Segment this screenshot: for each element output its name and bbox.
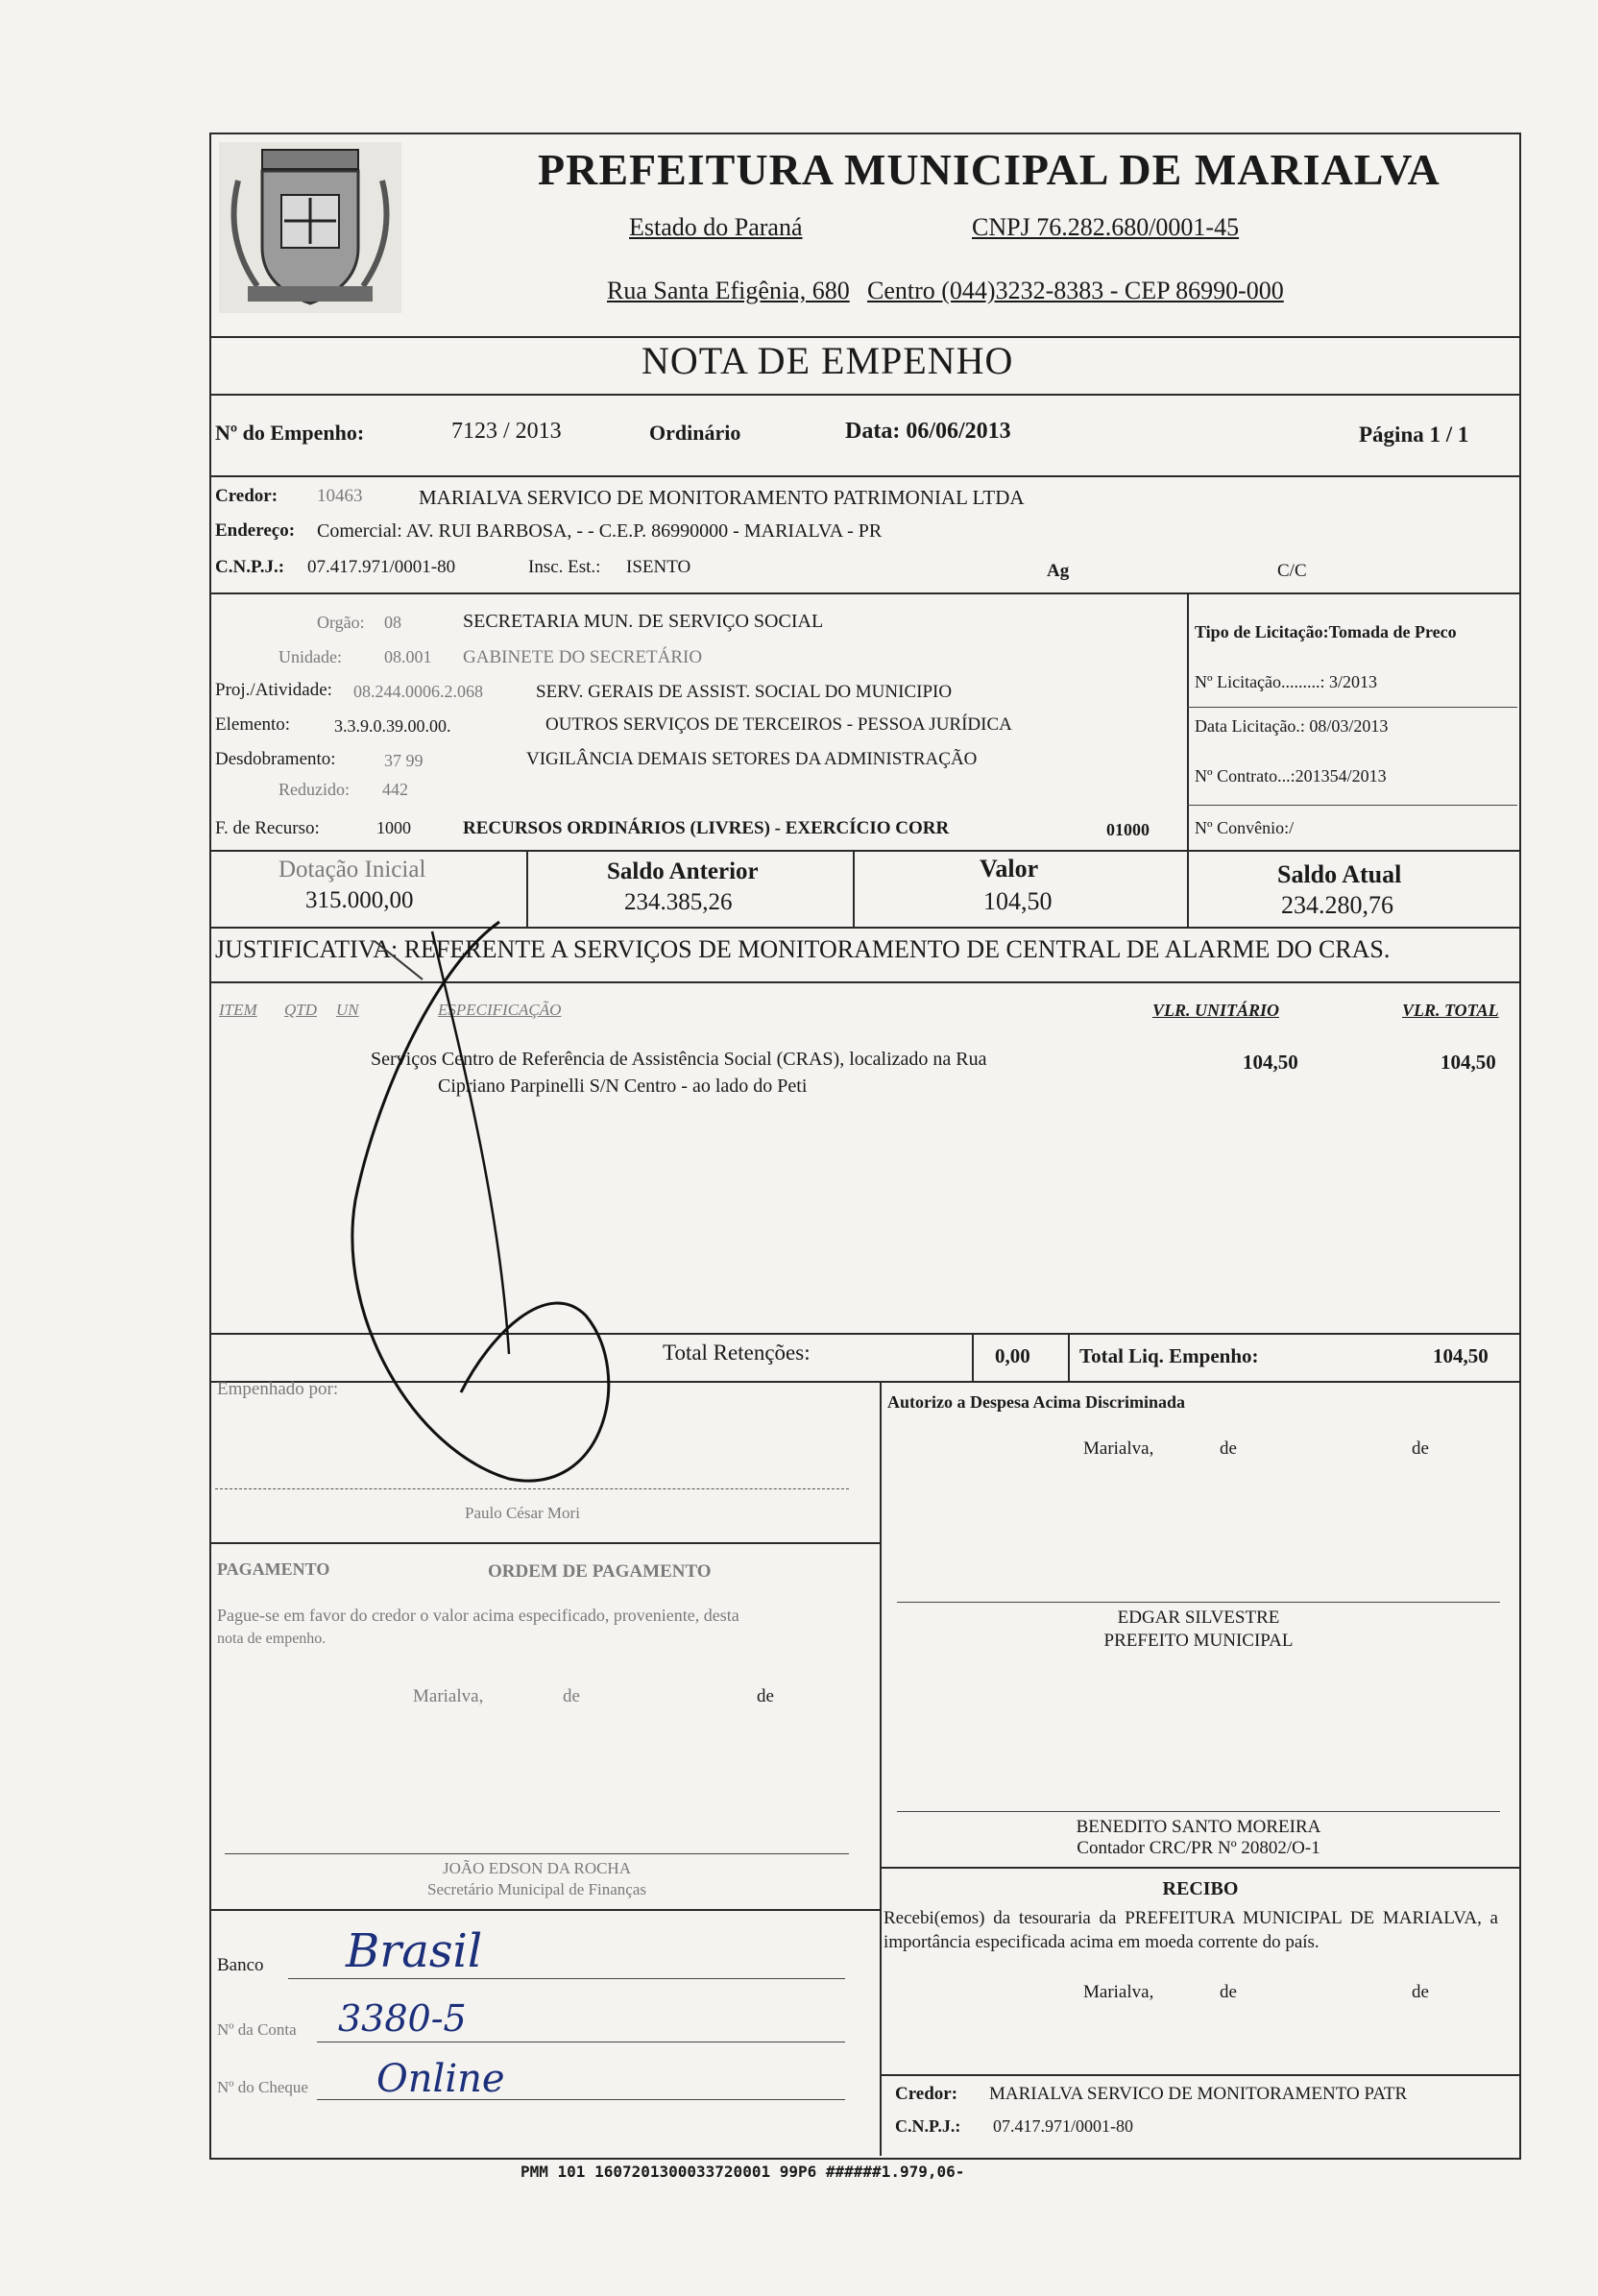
banco-value: Brasil — [346, 1924, 483, 1978]
recibo-de2: de — [1412, 1982, 1429, 2002]
empenho-type: Ordinário — [649, 421, 741, 445]
creditor-insc-label: Insc. Est.: — [528, 557, 601, 577]
autorizo-de2: de — [1412, 1438, 1429, 1459]
prefeito-name: EDGAR SILVESTRE — [1117, 1607, 1280, 1628]
licitacao-tipo: Tipo de Licitação:Tomada de Preco — [1195, 622, 1457, 641]
total-retencoes-label: Total Retenções: — [663, 1341, 811, 1365]
pagamento-de2: de — [757, 1686, 774, 1706]
autorizo-text: Autorizo a Despesa Acima Discriminada — [887, 1392, 1185, 1412]
unidade-label: Unidade: — [278, 647, 342, 666]
orgao-code: 08 — [384, 613, 401, 632]
fonte-number: 01000 — [1106, 820, 1150, 839]
saldo-atual-value: 234.280,76 — [1281, 891, 1393, 919]
footer-cnpj-label: C.N.P.J.: — [895, 2116, 961, 2136]
elemento-name: OUTROS SERVIÇOS DE TERCEIROS - PESSOA JURÍDICA — [545, 714, 1012, 735]
contrato-numero: Nº Contrato...:201354/2013 — [1195, 766, 1387, 785]
creditor-label: Credor: — [215, 486, 278, 506]
item-desc-line2: Cipriano Parpinelli S/N Centro - ao lado do Peti — [438, 1075, 808, 1097]
recibo-place: Marialva, — [1083, 1982, 1154, 2002]
account-label: C/C — [1277, 561, 1307, 581]
autorizo-place: Marialva, — [1083, 1438, 1154, 1459]
col-item: ITEM — [219, 1001, 257, 1019]
convenio-numero: Nº Convênio:/ — [1195, 818, 1295, 837]
page-number: Página 1 / 1 — [1359, 423, 1469, 447]
conta-label: Nº da Conta — [217, 2020, 297, 2039]
licitacao-numero: Nº Licitação.........: 3/2013 — [1195, 672, 1378, 691]
reduzido-value: 442 — [382, 780, 408, 799]
empenho-number-label: Nº do Empenho: — [215, 421, 365, 445]
conta-value: 3380-5 — [338, 1997, 467, 2040]
contador-name: BENEDITO SANTO MOREIRA — [1076, 1817, 1321, 1837]
pagamento-place: Marialva, — [413, 1686, 484, 1706]
col-un: UN — [336, 1001, 359, 1019]
footer-cnpj: 07.417.971/0001-80 — [993, 2116, 1133, 2136]
creditor-address-label: Endereço: — [215, 520, 296, 541]
secretario-name: JOÃO EDSON DA ROCHA — [443, 1859, 631, 1877]
agency-label: Ag — [1047, 561, 1070, 581]
creditor-code: 10463 — [317, 486, 363, 506]
empenho-number: 7123 / 2013 — [451, 419, 562, 444]
orgao-label: Orgão: — [317, 613, 365, 632]
pagamento-text2: nota de empenho. — [217, 1631, 327, 1647]
coat-of-arms-logo — [219, 142, 401, 313]
state-label: Estado do Paraná — [629, 213, 803, 241]
licitacao-data: Data Licitação.: 08/03/2013 — [1195, 716, 1389, 736]
footer-creditor-label: Credor: — [895, 2084, 958, 2104]
dotacao-value: 315.000,00 — [305, 887, 414, 913]
orgao-name: SECRETARIA MUN. DE SERVIÇO SOCIAL — [463, 611, 824, 632]
col-vlr-total: VLR. TOTAL — [1402, 1001, 1499, 1020]
recibo-text: Recebi(emos) da tesouraria da PREFEITURA MUNICIPAL DE MARIALVA, a importância especificada acima em moeda corrente do país. — [884, 1908, 1498, 1952]
total-retencoes-value: 0,00 — [995, 1344, 1030, 1367]
dotacao-label: Dotação Inicial — [278, 857, 426, 882]
cheque-value: Online — [376, 2057, 505, 2101]
autorizo-de1: de — [1220, 1438, 1237, 1459]
ordem-pagamento-title: ORDEM DE PAGAMENTO — [488, 1561, 712, 1582]
total-liquido-label: Total Liq. Empenho: — [1079, 1344, 1259, 1367]
item-unit-value: 104,50 — [1243, 1051, 1298, 1074]
fonte-name: RECURSOS ORDINÁRIOS (LIVRES) - EXERCÍCIO CORR — [463, 818, 950, 838]
col-especificacao: ESPECIFICAÇÃO — [438, 1001, 562, 1019]
recibo-de1: de — [1220, 1982, 1237, 2002]
saldo-anterior-value: 234.385,26 — [624, 889, 733, 915]
pagamento-de1: de — [563, 1686, 580, 1706]
secretario-role: Secretário Municipal de Finanças — [426, 1880, 646, 1898]
recibo-title: RECIBO — [1162, 1878, 1239, 1899]
col-qtd: QTD — [284, 1001, 318, 1019]
creditor-cnpj: 07.417.971/0001-80 — [307, 557, 456, 577]
pagamento-text1: Pague-se em favor do credor o valor acima especificado, proveniente, desta — [217, 1606, 739, 1625]
saldo-anterior-label: Saldo Anterior — [607, 858, 759, 884]
footer-creditor-name: MARIALVA SERVICO DE MONITORAMENTO PATR — [989, 2084, 1408, 2104]
page-title: PREFEITURA MUNICIPAL DE MARIALVA — [538, 145, 1441, 194]
justificativa: JUSTIFICATIVA: REFERENTE A SERVIÇOS DE MONITORAMENTO DE CENTRAL DE ALARME DO CRAS. — [215, 935, 1391, 963]
handwritten-signature — [317, 912, 663, 1498]
valor-label: Valor — [980, 855, 1039, 882]
creditor-address: Comercial: AV. RUI BARBOSA, - - C.E.P. 86990000 - MARIALVA - PR — [317, 520, 883, 542]
elemento-code: 3.3.9.0.39.00.00. — [334, 716, 451, 736]
pagamento-label: PAGAMENTO — [217, 1559, 330, 1579]
empenhado-name: Paulo César Mori — [465, 1504, 580, 1522]
total-liquido-value: 104,50 — [1433, 1344, 1489, 1367]
doc-title: NOTA DE EMPENHO — [642, 339, 1014, 382]
item-desc-line1: Serviços Centro de Referência de Assistência Social (CRAS), localizado na Rua — [371, 1049, 987, 1070]
barcode-text: PMM 101 1607201300033720001 99P6 ######1.979,06- — [521, 2163, 965, 2181]
saldo-atual-label: Saldo Atual — [1277, 860, 1402, 888]
cnpj-label: CNPJ 76.282.680/0001-45 — [972, 213, 1240, 241]
address-label: Rua Santa Efigênia, 680 — [607, 277, 850, 304]
fonte-code: 1000 — [376, 818, 411, 837]
elemento-label: Elemento: — [215, 714, 291, 735]
contact-label: Centro (044)3232-8383 - CEP 86990-000 — [867, 277, 1284, 304]
proj-code: 08.244.0006.2.068 — [353, 682, 483, 701]
desdobramento-label: Desdobramento: — [215, 749, 336, 769]
fonte-label: F. de Recurso: — [215, 818, 320, 838]
item-total-value: 104,50 — [1441, 1051, 1496, 1074]
empenhado-label: Empenhado por: — [217, 1379, 339, 1399]
prefeito-role: PREFEITO MUNICIPAL — [1103, 1631, 1294, 1651]
contador-role: Contador CRC/PR Nº 20802/O-1 — [1077, 1838, 1320, 1858]
banco-label: Banco — [217, 1955, 264, 1975]
unidade-code: 08.001 — [384, 647, 432, 666]
reduzido-label: Reduzido: — [278, 780, 350, 799]
desdobramento-code: 37 99 — [384, 751, 424, 770]
creditor-name: MARIALVA SERVICO DE MONITORAMENTO PATRIMONIAL LTDA — [419, 486, 1025, 509]
cheque-label: Nº do Cheque — [217, 2078, 308, 2096]
valor-value: 104,50 — [983, 887, 1053, 915]
desdobramento-name: VIGILÂNCIA DEMAIS SETORES DA ADMINISTRAÇÃO — [526, 749, 978, 769]
unidade-name: GABINETE DO SECRETÁRIO — [463, 647, 703, 667]
col-vlr-unitario: VLR. UNITÁRIO — [1152, 1001, 1280, 1020]
proj-label: Proj./Atividade: — [215, 680, 332, 700]
creditor-cnpj-label: C.N.P.J.: — [215, 557, 285, 577]
creditor-insc: ISENTO — [626, 557, 691, 577]
empenho-date: Data: 06/06/2013 — [845, 419, 1011, 444]
proj-name: SERV. GERAIS DE ASSIST. SOCIAL DO MUNICIPIO — [536, 682, 953, 702]
